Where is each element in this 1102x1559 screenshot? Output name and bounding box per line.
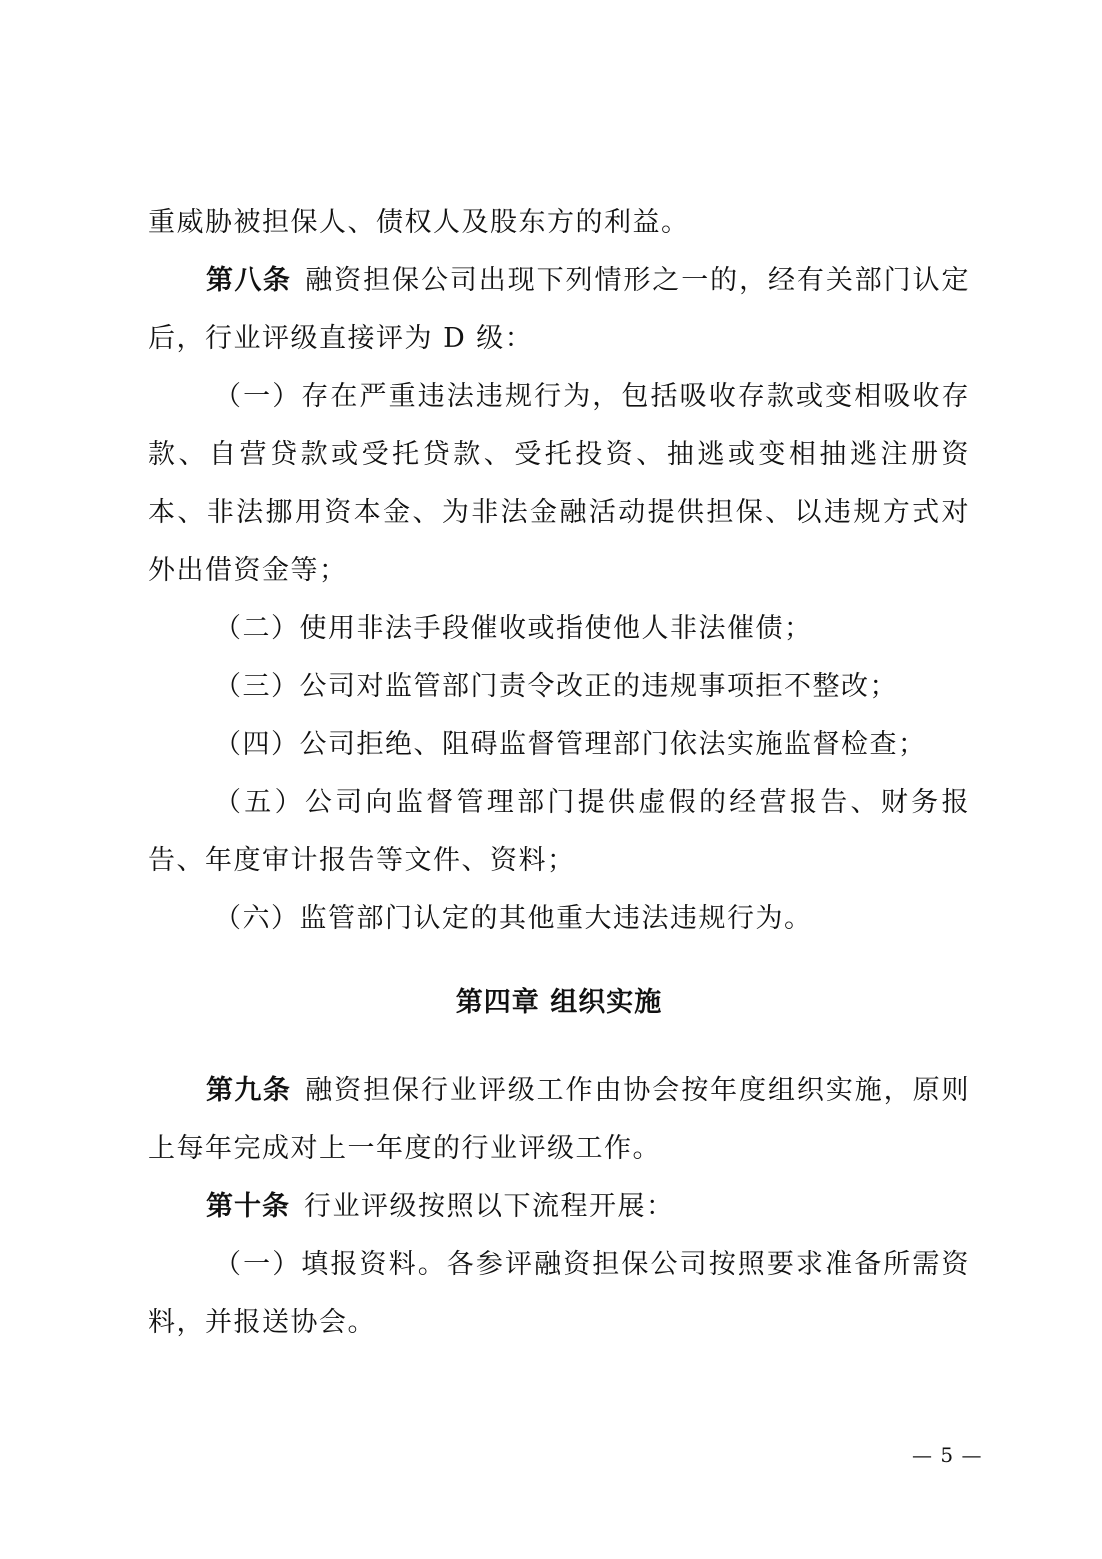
article-text: 融资担保公司出现下列情形之一的，经有关部门认定后，行业评级直接评为 D 级：: [148, 265, 971, 354]
article-text: 融资担保行业评级工作由协会按年度组织实施，原则上每年完成对上一年度的行业评级工作。: [148, 1075, 971, 1164]
list-item-text: （六）监管部门认定的其他重大违法违规行为。: [214, 903, 813, 934]
list-item-text: （五）公司向监督管理部门提供虚假的经营报告、财务报告、年度审计报告等文件、资料；: [148, 787, 970, 876]
paragraph-continuation: [148, 194, 970, 252]
list-item-text: （三）公司对监管部门责令改正的违规事项拒不整改；: [214, 671, 898, 702]
article-10: [148, 1178, 970, 1236]
list-item-text: （一）存在严重违法违规行为，包括吸收存款或变相吸收存款、自营贷款或受托贷款、受托投资、抽逃或变相抽逃注册资本、非法挪用资本金、为非法金融活动提供担保、以违规方式对外出借资金等；: [148, 381, 970, 586]
article-9: [148, 1062, 970, 1178]
article-label: 第九条: [206, 1075, 292, 1106]
list-item-3: [148, 658, 970, 716]
list-item-4: [148, 716, 970, 774]
list-item-text: （四）公司拒绝、阻碍监督管理部门依法实施监督检查；: [214, 729, 927, 760]
list-item-1: [148, 1236, 970, 1352]
chapter-heading: 第四章 组织实施: [455, 987, 663, 1018]
list-item-text: （二）使用非法手段催收或指使他人非法催债；: [214, 613, 813, 644]
list-item-6: [148, 890, 970, 948]
body-text: [148, 194, 970, 1352]
list-item-1: [148, 368, 970, 600]
article-label: 第八条: [206, 265, 292, 296]
article-8: [148, 252, 970, 368]
page-number: — 5 —: [912, 1443, 983, 1467]
list-item-text: （一）填报资料。各参评融资担保公司按照要求准备所需资料，并报送协会。: [148, 1249, 970, 1338]
list-item-5: [148, 774, 970, 890]
article-label: 第十条: [206, 1191, 290, 1222]
list-item-2: [148, 600, 970, 658]
article-text: 行业评级按照以下流程开展：: [304, 1191, 675, 1222]
paragraph-text: 重威胁被担保人、债权人及股东方的利益。: [148, 207, 690, 238]
